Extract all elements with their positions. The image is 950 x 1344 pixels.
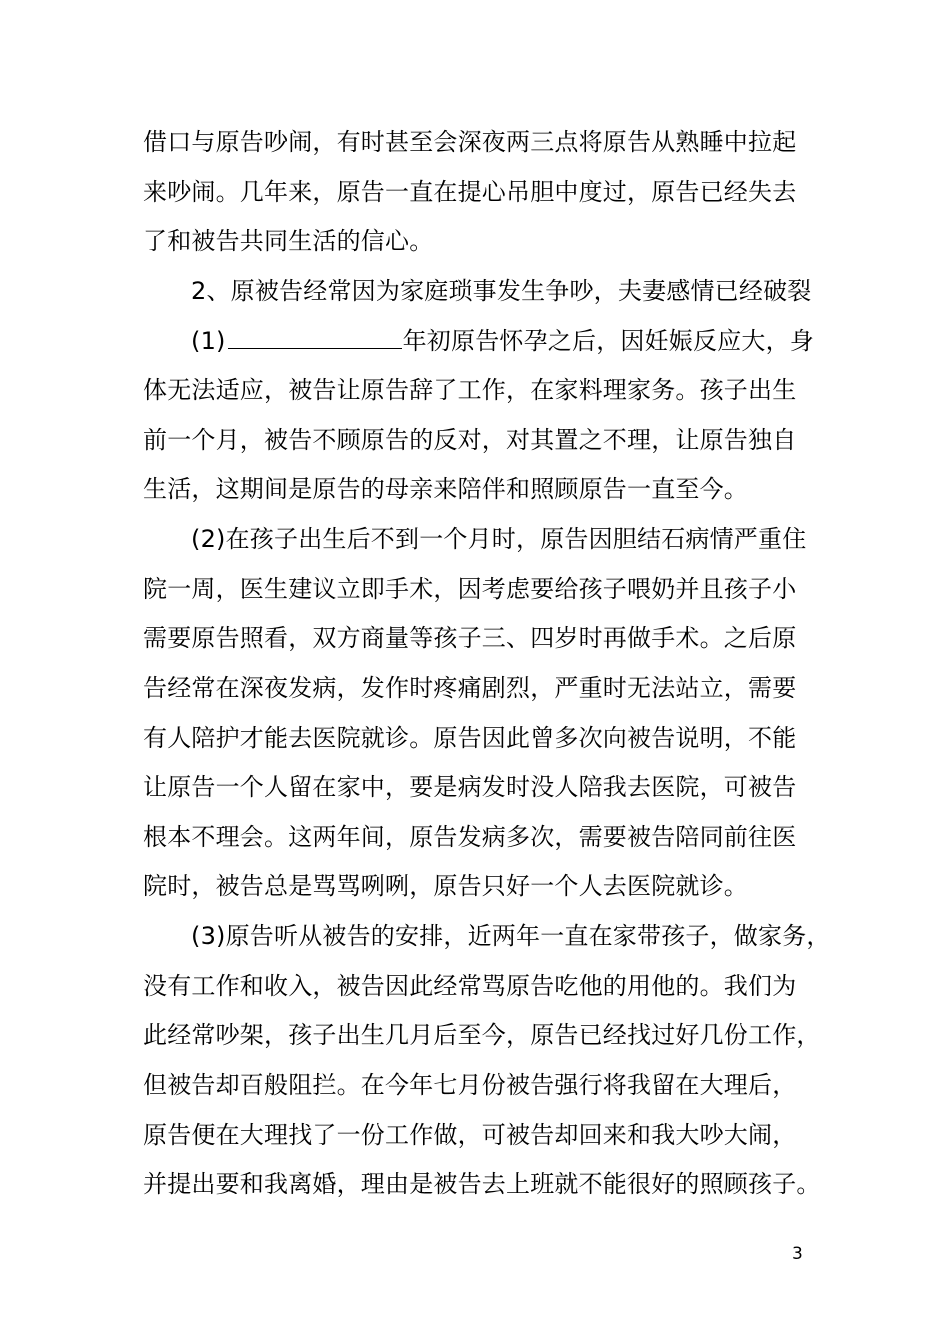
text-line: 让原告一个人留在家中，要是病发时没人陪我去医院，可被告 (143, 773, 797, 801)
text-line: 生活，这期间是原告的母亲来陪伴和照顾原告一直至今。 (143, 475, 748, 503)
text-line: 但被告却百般阻拦。在今年七月份被告强行将我留在大理后， (143, 1071, 797, 1099)
text-line: 院时，被告总是骂骂咧咧，原告只好一个人去医院就诊。 (143, 872, 748, 900)
paragraph-first-line: (2)在孩子出生后不到一个月时，原告因胆结石病情严重住 (191, 525, 807, 553)
text-line: 体无法适应，被告让原告辞了工作，在家料理家务。孩子出生 (143, 376, 797, 404)
text-span: 年初原告怀孕之后，因妊娠反应大，身 (402, 327, 815, 355)
text-line: 需要原告照看，双方商量等孩子三、四岁时再做手术。之后原 (143, 624, 797, 652)
text-line: 并提出要和我离婚，理由是被告去上班就不能很好的照顾孩子。 (143, 1170, 821, 1198)
text-line: 借口与原告吵闹，有时甚至会深夜两三点将原告从熟睡中拉起 (143, 128, 797, 156)
fill-in-blank (228, 326, 402, 349)
text-line: 了和被告共同生活的信心。 (143, 227, 434, 255)
text-line: 来吵闹。几年来，原告一直在提心吊胆中度过，原告已经失去 (143, 178, 797, 206)
text-line: 根本不理会。这两年间，原告发病多次，需要被告陪同前往医 (143, 823, 797, 851)
text-line: 院一周，医生建议立即手术，因考虑要给孩子喂奶并且孩子小 (143, 575, 797, 603)
text-line: 此经常吵架，孩子出生几月后至今，原告已经找过好几份工作， (143, 1021, 821, 1049)
text-line: 告经常在深夜发病，发作时疼痛剧烈，严重时无法站立，需要 (143, 674, 797, 702)
text-line: 原告便在大理找了一份工作做，可被告却回来和我大吵大闹， (143, 1121, 797, 1149)
text-line: 没有工作和收入，被告因此经常骂原告吃他的用他的。我们为 (143, 972, 797, 1000)
section-heading: 2、原被告经常因为家庭琐事发生争吵，夫妻感情已经破裂 (191, 277, 812, 305)
paragraph-first-line (191, 325, 814, 357)
text-line: 前一个月，被告不顾原告的反对，对其置之不理，让原告独自 (143, 426, 797, 454)
text-line: 有人陪护才能去医院就诊。原告因此曾多次向被告说明，不能 (143, 724, 797, 752)
page-number: 3 (792, 1244, 803, 1264)
item-number: (1) (191, 327, 226, 355)
paragraph-first-line: (3)原告听从被告的安排，近两年一直在家带孩子，做家务， (191, 922, 831, 950)
